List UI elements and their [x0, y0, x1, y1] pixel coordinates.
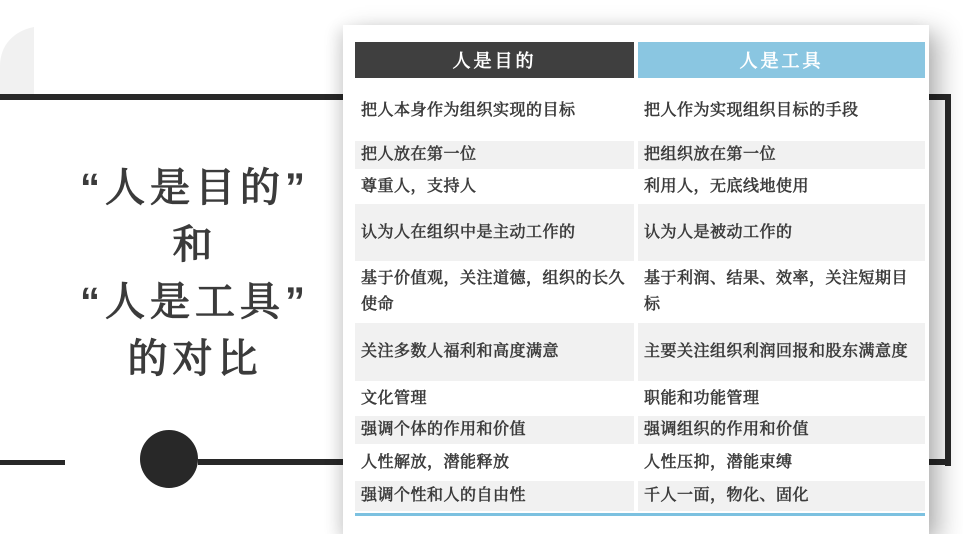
table-cell: 把组织放在第一位	[638, 141, 925, 169]
table-cell: 主要关注组织利润回报和股东满意度	[638, 323, 925, 381]
table-cell: 人性解放，潜能释放	[361, 453, 510, 471]
table-cell: 把人放在第一位	[355, 141, 634, 169]
table-cell: 利用人，无底线地使用	[644, 177, 810, 195]
table-cell: 强调个体的作用和价值	[355, 416, 634, 444]
table-rows	[355, 82, 925, 511]
title-line-2: 和	[172, 223, 218, 267]
table-accent-line	[355, 513, 925, 516]
opening-quote-icon	[0, 27, 34, 99]
title-line-3: “人是工具”	[80, 280, 310, 324]
table-cell: 关注多数人福利和高度满意	[355, 323, 634, 381]
table-row	[355, 446, 925, 479]
table-cell: 基于价值观，关注道德，组织的长久使命	[361, 270, 626, 313]
table-cell: 尊重人，支持人	[361, 177, 477, 195]
bullet-dot	[140, 430, 198, 488]
column-header-ends: 人是目的	[355, 42, 634, 78]
table-row	[355, 141, 925, 169]
table-cell: 认为人是被动工作的	[638, 204, 925, 261]
bottom-frame-line-left	[0, 460, 65, 465]
table-cell: 认为人在组织中是主动工作的	[355, 204, 634, 261]
table-row	[355, 323, 925, 381]
table-cell: 职能和功能管理	[644, 389, 760, 407]
table-cell: 人性压抑，潜能束缚	[644, 453, 793, 471]
table-row	[355, 481, 925, 511]
table-cell: 把人作为实现组织目标的手段	[644, 101, 859, 119]
title-line-4: 的对比	[127, 337, 263, 381]
comparison-table	[355, 42, 925, 516]
title-line-1: “人是目的”	[80, 166, 310, 210]
table-cell: 把人本身作为组织实现的目标	[361, 101, 576, 119]
column-header-tools: 人是工具	[638, 42, 925, 78]
table-cell: 千人一面，物化、固化	[638, 481, 925, 511]
table-row	[355, 204, 925, 261]
right-frame-line	[945, 94, 951, 466]
comparison-card	[343, 25, 929, 534]
table-row	[355, 82, 925, 139]
table-header-row	[355, 42, 925, 78]
slide-title	[15, 160, 375, 388]
table-row	[355, 171, 925, 202]
table-cell: 强调组织的作用和价值	[638, 416, 925, 444]
table-row	[355, 263, 925, 321]
table-cell: 基于利润、结果、效率，关注短期目标	[644, 270, 909, 313]
table-cell: 强调个性和人的自由性	[355, 481, 634, 511]
table-row	[355, 416, 925, 444]
table-row	[355, 383, 925, 414]
table-cell: 文化管理	[361, 389, 428, 407]
